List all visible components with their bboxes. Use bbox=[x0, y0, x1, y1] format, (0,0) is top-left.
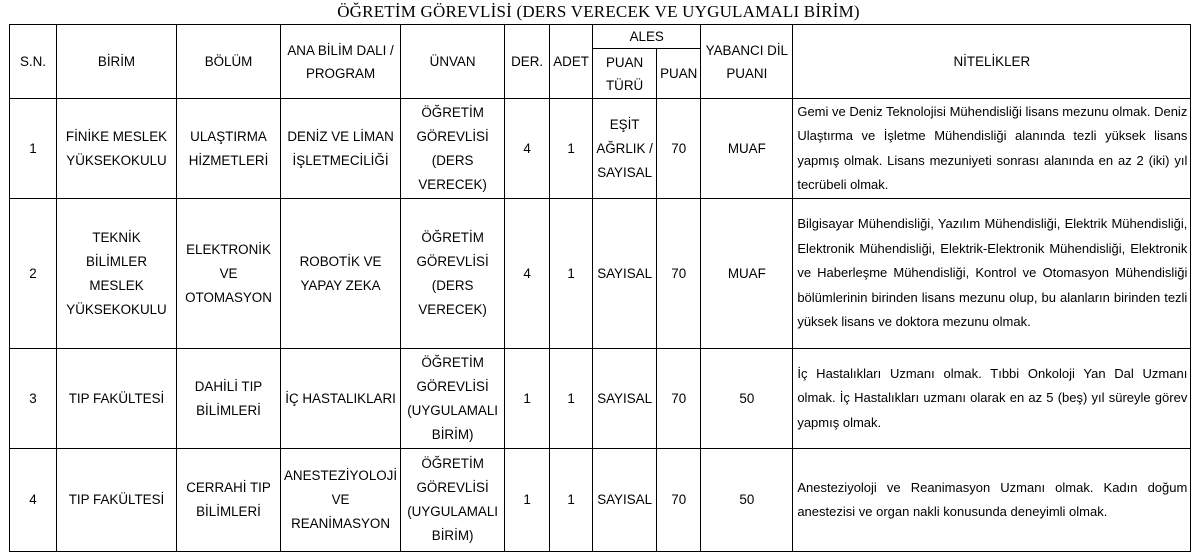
header-nitelikler: NİTELİKLER bbox=[793, 25, 1191, 99]
cell-puan-turu: SAYISAL bbox=[593, 199, 657, 349]
cell-puan-turu: EŞİT AĞRLIK / SAYISAL bbox=[593, 99, 657, 199]
header-sn: S.N. bbox=[10, 25, 57, 99]
header-unvan: ÜNVAN bbox=[401, 25, 505, 99]
page-title: ÖĞRETİM GÖREVLİSİ (DERS VERECEK VE UYGULAMALI BİRİM) bbox=[337, 2, 860, 21]
cell-der: 1 bbox=[505, 349, 550, 449]
cell-sn: 3 bbox=[10, 349, 57, 449]
cell-bolum: ELEKTRONİK VE OTOMASYON bbox=[177, 199, 281, 349]
cell-der: 4 bbox=[505, 99, 550, 199]
cell-anabilim: İÇ HASTALIKLARI bbox=[281, 349, 401, 449]
cell-puan: 70 bbox=[657, 449, 701, 552]
header-puan-turu: PUAN TÜRÜ bbox=[593, 49, 657, 99]
cell-nitelikler: Gemi ve Deniz Teknolojisi Mühendisliği lisans mezunu olmak. Deniz Ulaştırma ve İşletme Mühendisliği alanında tezli yüksek lisans yapmış olmak. Lisans mezuniyeti sonrası alanında en az 2 (iki) yıl tecrübeli olmak. bbox=[793, 99, 1191, 199]
cell-adet: 1 bbox=[550, 199, 593, 349]
cell-bolum: CERRAHİ TIP BİLİMLERİ bbox=[177, 449, 281, 552]
header-row bbox=[10, 25, 1191, 49]
cell-der: 4 bbox=[505, 199, 550, 349]
cell-bolum: ULAŞTIRMA HİZMETLERİ bbox=[177, 99, 281, 199]
cell-yabanci-dil: 50 bbox=[701, 449, 793, 552]
cell-birim: FİNİKE MESLEK YÜKSEKOKULU bbox=[57, 99, 177, 199]
cell-yabanci-dil: 50 bbox=[701, 349, 793, 449]
positions-table bbox=[9, 24, 1191, 552]
cell-puan: 70 bbox=[657, 199, 701, 349]
cell-adet: 1 bbox=[550, 349, 593, 449]
cell-adet: 1 bbox=[550, 99, 593, 199]
header-bolum: BÖLÜM bbox=[177, 25, 281, 99]
cell-unvan: ÖĞRETİM GÖREVLİSİ (UYGULAMALI BİRİM) bbox=[401, 449, 505, 552]
cell-puan: 70 bbox=[657, 99, 701, 199]
table-row bbox=[10, 199, 1191, 349]
header-der: DER. bbox=[505, 25, 550, 99]
header-puan: PUAN bbox=[657, 49, 701, 99]
cell-sn: 2 bbox=[10, 199, 57, 349]
cell-birim: TEKNİK BİLİMLER MESLEK YÜKSEKOKULU bbox=[57, 199, 177, 349]
cell-nitelikler: Bilgisayar Mühendisliği, Yazılım Mühendisliği, Elektrik Mühendisliği, Elektronik Mühendisliği, Elektrik-Elektronik Mühendisliği, Elektronik ve Haberleşme Mühendisliği, Kontrol ve Otomasyon Mühendisliği bölümlerinin birinden lisans mezunu olup, bu alanların birinden tezli yüksek lisans ve doktora mezunu olmak. bbox=[793, 199, 1191, 349]
cell-nitelikler: Anesteziyoloji ve Reanimasyon Uzmanı olmak. Kadın doğum anestezisi ve organ nakli konusunda deneyimli olmak. bbox=[793, 449, 1191, 552]
cell-unvan: ÖĞRETİM GÖREVLİSİ (DERS VERECEK) bbox=[401, 99, 505, 199]
cell-adet: 1 bbox=[550, 449, 593, 552]
cell-anabilim: ANESTEZİYOLOJİ VE REANİMASYON bbox=[281, 449, 401, 552]
cell-bolum: DAHİLİ TIP BİLİMLERİ bbox=[177, 349, 281, 449]
header-birim: BİRİM bbox=[57, 25, 177, 99]
cell-birim: TIP FAKÜLTESİ bbox=[57, 349, 177, 449]
table-row bbox=[10, 349, 1191, 449]
cell-birim: TIP FAKÜLTESİ bbox=[57, 449, 177, 552]
cell-der: 1 bbox=[505, 449, 550, 552]
header-ales: ALES bbox=[593, 25, 701, 49]
cell-unvan: ÖĞRETİM GÖREVLİSİ (UYGULAMALI BİRİM) bbox=[401, 349, 505, 449]
cell-sn: 4 bbox=[10, 449, 57, 552]
cell-yabanci-dil: MUAF bbox=[701, 99, 793, 199]
table-row bbox=[10, 99, 1191, 199]
cell-anabilim: DENİZ VE LİMAN İŞLETMECİLİĞİ bbox=[281, 99, 401, 199]
cell-yabanci-dil: MUAF bbox=[701, 199, 793, 349]
cell-puan: 70 bbox=[657, 349, 701, 449]
table-row bbox=[10, 449, 1191, 552]
cell-puan-turu: SAYISAL bbox=[593, 349, 657, 449]
cell-unvan: ÖĞRETİM GÖREVLİSİ (DERS VERECEK) bbox=[401, 199, 505, 349]
cell-anabilim: ROBOTİK VE YAPAY ZEKA bbox=[281, 199, 401, 349]
header-yabanci-dil: YABANCI DİL PUANI bbox=[701, 25, 793, 99]
cell-sn: 1 bbox=[10, 99, 57, 199]
cell-nitelikler: İç Hastalıkları Uzmanı olmak. Tıbbi Onkoloji Yan Dal Uzmanı olmak. İç Hastalıkları uzmanı olarak en az 5 (beş) yıl süreyle görev yapmış olmak. bbox=[793, 349, 1191, 449]
header-anabilim: ANA BİLİM DALI / PROGRAM bbox=[281, 25, 401, 99]
cell-puan-turu: SAYISAL bbox=[593, 449, 657, 552]
header-adet: ADET bbox=[550, 25, 593, 99]
